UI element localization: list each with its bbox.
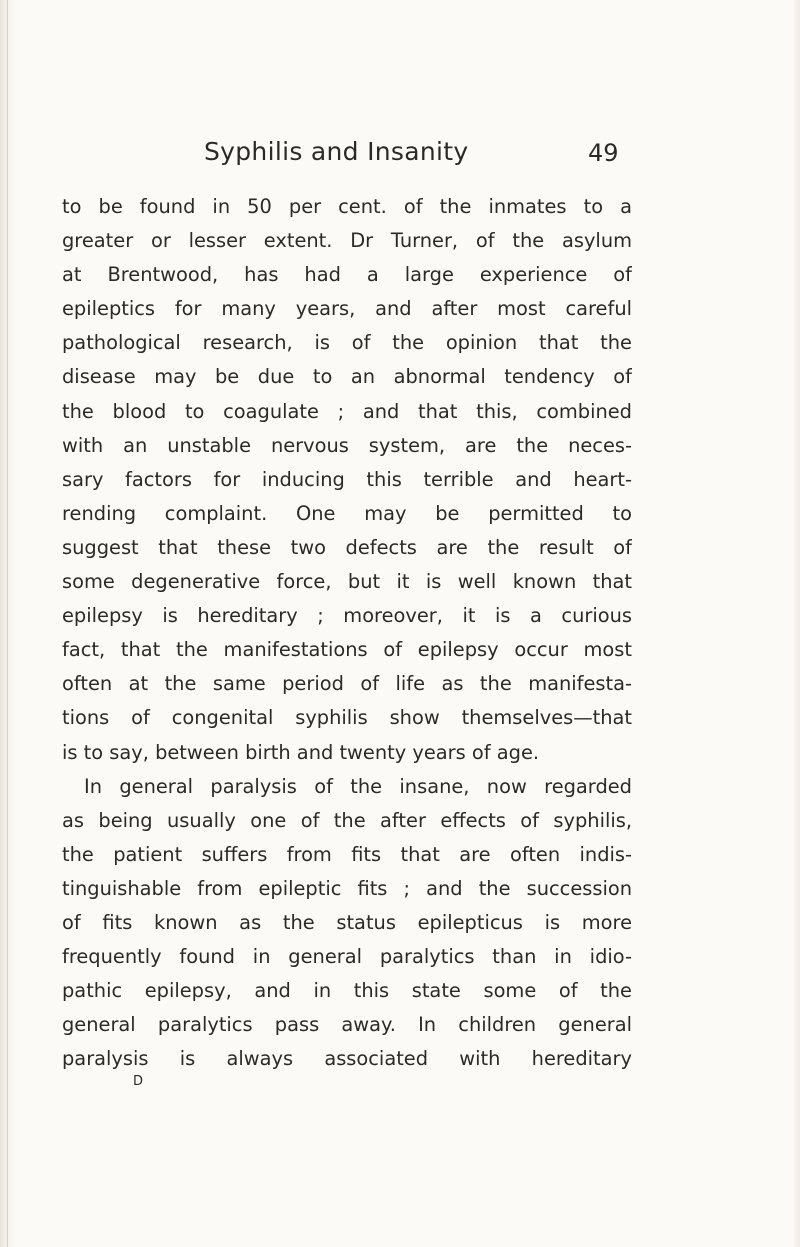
text-line: suggest that these two defects are the result of xyxy=(62,535,632,559)
text-line: pathic epilepsy, and in this state some of the xyxy=(62,979,632,1003)
text-line: some degenerative force, but it is well known that xyxy=(62,570,632,594)
text-line: greater or lesser extent. Dr Turner, of the asylum xyxy=(62,229,632,253)
running-title: Syphilis and Insanity xyxy=(204,137,469,166)
page-binding-line xyxy=(7,0,8,1247)
running-head xyxy=(60,137,740,177)
text-line: as being usually one of the after effects of syphilis, xyxy=(62,808,632,832)
text-line: the blood to coagulate ; and that this, combined xyxy=(62,399,632,423)
page-right-edge xyxy=(792,0,800,1247)
text-line: to be found in 50 per cent. of the inmates to a xyxy=(62,195,632,218)
signature-mark: D xyxy=(133,1074,145,1089)
text-line: disease may be due to an abnormal tendency of xyxy=(62,365,632,389)
text-line: frequently found in general paralytics than in idio- xyxy=(62,945,632,969)
text-line: sary factors for inducing this terrible and heart- xyxy=(62,467,632,491)
text-line: tinguishable from epileptic fits ; and the succession xyxy=(62,876,632,900)
page-number: 49 xyxy=(588,139,619,167)
text-line: epileptics for many years, and after most careful xyxy=(62,297,632,321)
body-text xyxy=(62,190,632,1076)
text-line-paragraph-end: is to say, between birth and twenty years of age. xyxy=(62,740,540,764)
text-line-paragraph-start: In general paralysis of the insane, now regarded xyxy=(84,774,632,798)
text-line: of fits known as the status epilepticus is more xyxy=(62,910,632,934)
text-line: often at the same period of life as the manifesta- xyxy=(62,672,632,696)
text-line: rending complaint. One may be permitted to xyxy=(62,501,632,525)
text-line: epilepsy is hereditary ; moreover, it is a curious xyxy=(62,604,632,628)
text-line: fact, that the manifestations of epilepsy occur most xyxy=(62,638,632,662)
text-line: paralysis is always associated with hereditary xyxy=(62,1047,632,1071)
text-line: tions of congenital syphilis show themselves—that xyxy=(62,706,632,730)
text-line: pathological research, is of the opinion that the xyxy=(62,331,632,355)
text-line: with an unstable nervous system, are the neces- xyxy=(62,433,632,457)
text-line: the patient suffers from fits that are often indis- xyxy=(62,842,632,866)
text-line: at Brentwood, has had a large experience of xyxy=(62,263,632,287)
text-line: general paralytics pass away. In children general xyxy=(62,1013,632,1037)
